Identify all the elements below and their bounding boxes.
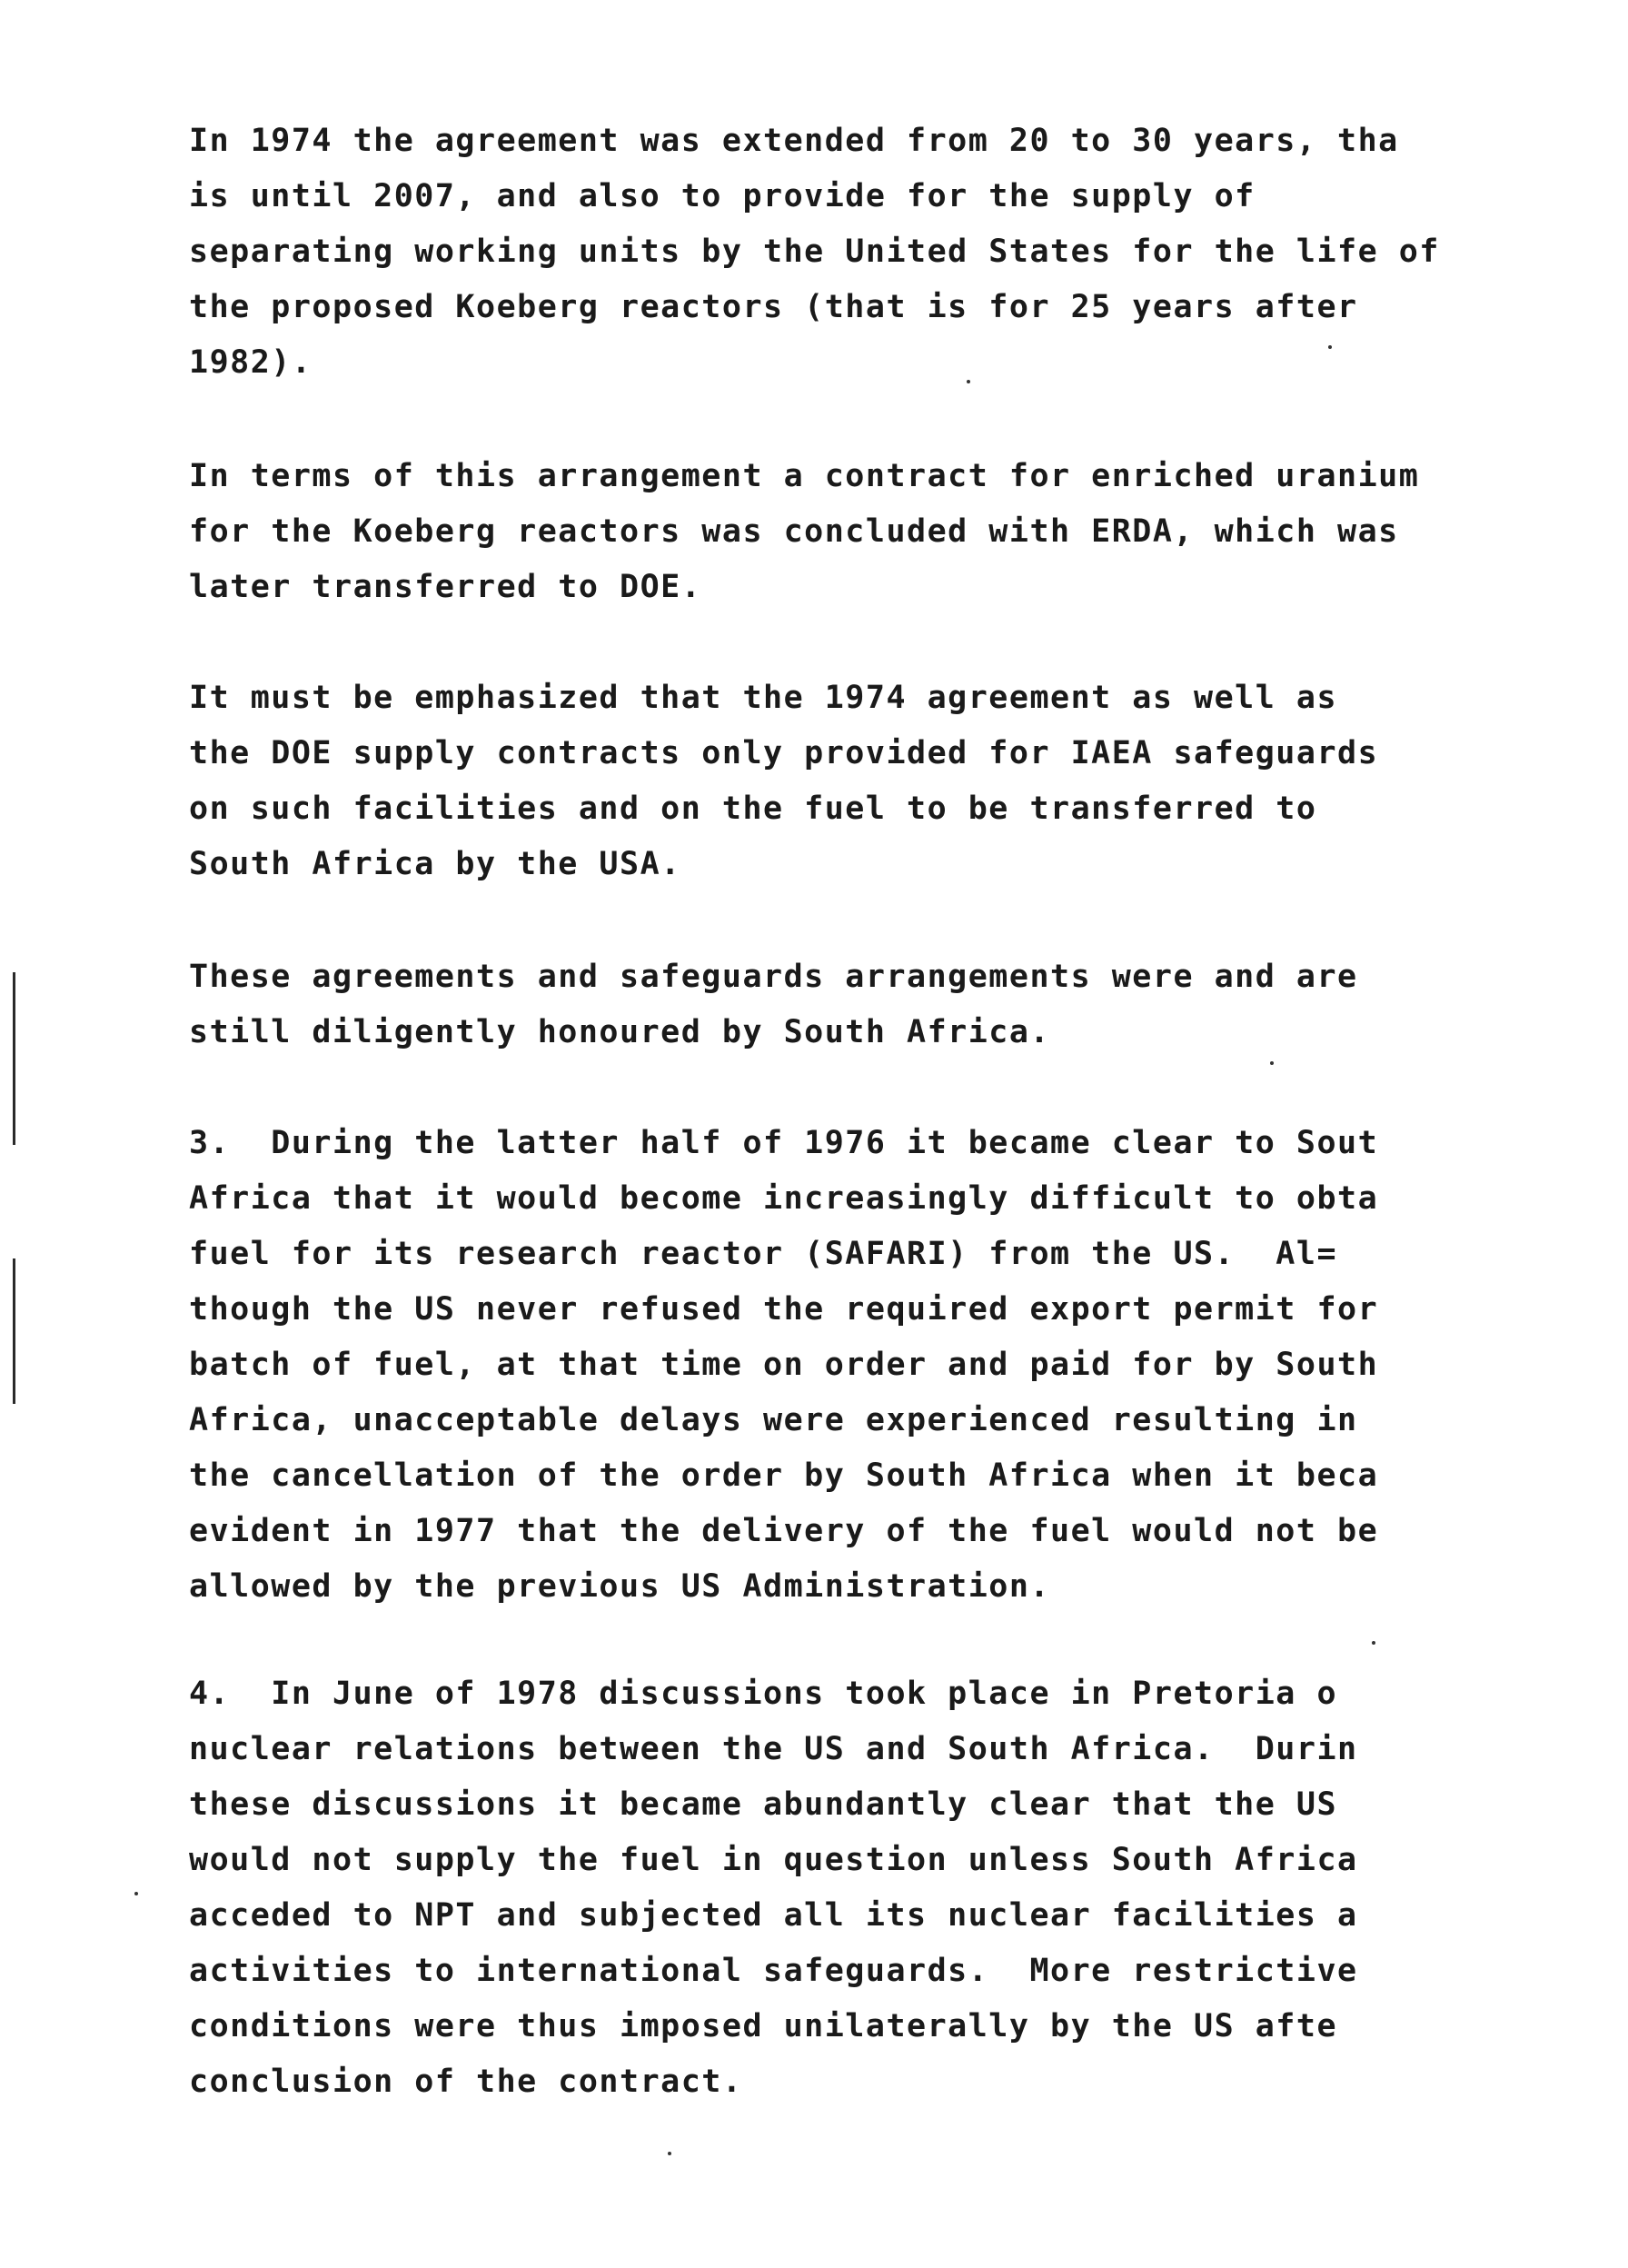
text-line: these discussions it became abundantly clear that the US bbox=[189, 1786, 1338, 1823]
text-line: Africa, unacceptable delays were experienced resulting in bbox=[189, 1402, 1358, 1438]
text-line: allowed by the previous US Administration. bbox=[189, 1568, 1051, 1605]
text-line: on such facilities and on the fuel to be transferred to bbox=[189, 791, 1317, 827]
text-line: for the Koeberg reactors was concluded with ERDA, which was bbox=[189, 513, 1399, 550]
text-line: South Africa by the USA. bbox=[189, 846, 681, 882]
text-line: activities to international safeguards. More restrictive bbox=[189, 1953, 1358, 1989]
text-line: It must be emphasized that the 1974 agreement as well as bbox=[189, 680, 1338, 716]
paragraph bbox=[189, 671, 1543, 892]
text-line: acceded to NPT and subjected all its nuclear facilities a bbox=[189, 1897, 1358, 1934]
numbered-paragraph-4 bbox=[189, 1666, 1543, 2110]
text-line: though the US never refused the required export permit for bbox=[189, 1291, 1379, 1328]
paragraph bbox=[189, 950, 1543, 1060]
text-line: later transferred to DOE. bbox=[189, 569, 702, 605]
scan-speck bbox=[668, 2152, 671, 2155]
margin-scan-mark bbox=[13, 1258, 15, 1404]
margin-scan-mark bbox=[13, 972, 15, 1145]
scan-speck bbox=[1270, 1061, 1274, 1065]
text-line: separating working units by the United States for the life of bbox=[189, 234, 1440, 270]
text-line: conclusion of the contract. bbox=[189, 2064, 743, 2100]
text-line: 4. In June of 1978 discussions took place in Pretoria o bbox=[189, 1676, 1338, 1712]
text-line: nuclear relations between the US and South Africa. Durin bbox=[189, 1731, 1358, 1767]
numbered-paragraph-3 bbox=[189, 1116, 1543, 1615]
text-line: Africa that it would become increasingly difficult to obta bbox=[189, 1180, 1379, 1217]
text-line: the cancellation of the order by South Africa when it beca bbox=[189, 1457, 1379, 1494]
text-line: In 1974 the agreement was extended from 20 to 30 years, tha bbox=[189, 123, 1399, 159]
text-line: conditions were thus imposed unilaterally by the US afte bbox=[189, 2008, 1338, 2044]
text-line: batch of fuel, at that time on order and paid for by South bbox=[189, 1347, 1379, 1383]
text-line: is until 2007, and also to provide for the supply of bbox=[189, 178, 1256, 214]
scan-speck bbox=[134, 1892, 138, 1895]
text-line: the proposed Koeberg reactors (that is for 25 years after bbox=[189, 289, 1358, 325]
text-line: would not supply the fuel in question unless South Africa bbox=[189, 1842, 1358, 1878]
paragraph bbox=[189, 114, 1543, 391]
text-line: fuel for its research reactor (SAFARI) from the US. Al= bbox=[189, 1236, 1338, 1272]
text-line: the DOE supply contracts only provided for IAEA safeguards bbox=[189, 735, 1379, 771]
text-line: 1982). bbox=[189, 344, 313, 381]
text-line: still diligently honoured by South Africa. bbox=[189, 1014, 1051, 1050]
text-line: evident in 1977 that the delivery of the fuel would not be bbox=[189, 1513, 1379, 1549]
text-line: 3. During the latter half of 1976 it became clear to Sout bbox=[189, 1125, 1379, 1161]
paragraph bbox=[189, 449, 1543, 615]
text-line: These agreements and safeguards arrangements were and are bbox=[189, 959, 1358, 995]
text-line: In terms of this arrangement a contract for enriched uranium bbox=[189, 458, 1420, 494]
scan-speck bbox=[1372, 1641, 1375, 1645]
